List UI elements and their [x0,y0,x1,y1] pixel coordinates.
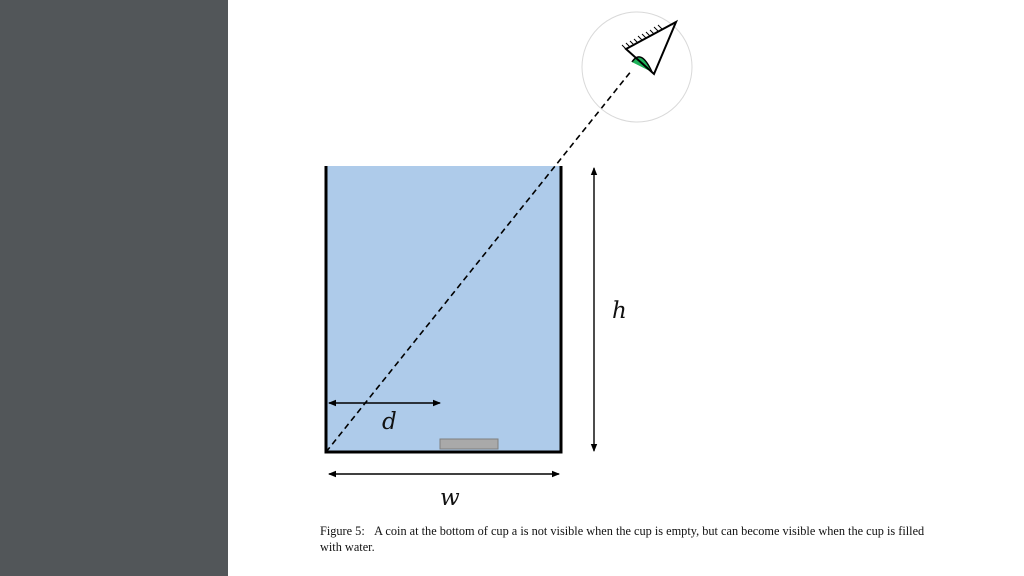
figure-diagram [228,0,1024,576]
width-label: w [440,485,460,511]
height-label: h [612,298,627,324]
caption-label: Figure 5: [320,524,365,538]
eye-icon [622,22,676,74]
document-page [228,0,1024,576]
figure-caption [320,523,940,555]
viewing-circle [582,12,692,122]
distance-label: d [382,409,397,435]
coin-shape [440,439,498,449]
caption-text: A coin at the bottom of cup a is not visible when the cup is empty, but can become visible when the cup is filled with water. [320,524,925,554]
